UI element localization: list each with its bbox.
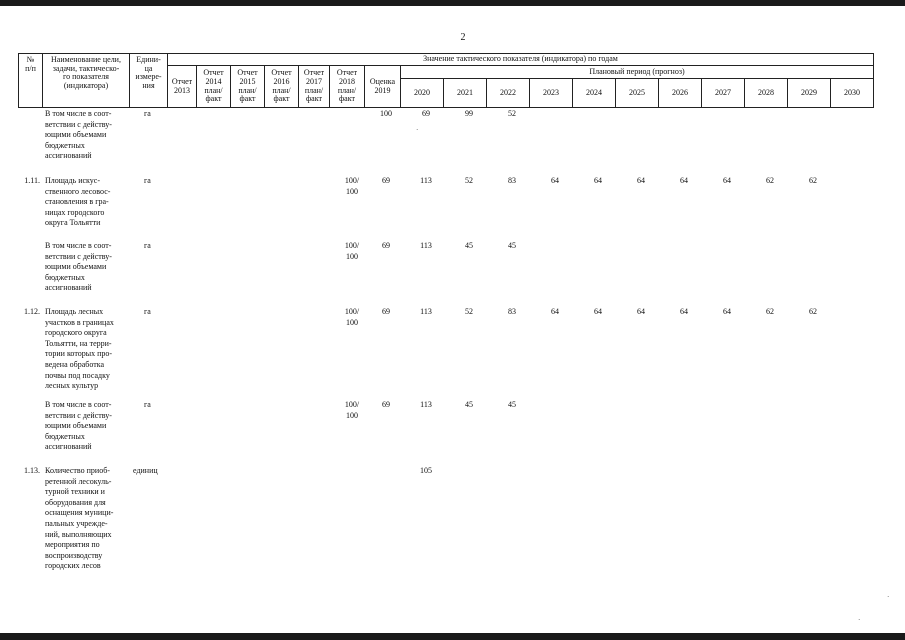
value-2023: 64 bbox=[551, 307, 559, 316]
unit: га bbox=[144, 400, 151, 409]
header-year: 2028 bbox=[745, 79, 788, 108]
value-2020: 105 bbox=[420, 466, 432, 475]
header-year: 2023 bbox=[530, 79, 573, 108]
value-2029: 62 bbox=[809, 176, 817, 185]
header-year: 2029 bbox=[788, 79, 831, 108]
value-2024: 64 bbox=[594, 176, 602, 185]
indicator-name: Площадь лесных участков в границах городского округа Тольятти, на терри- тории которых про- ведена обработка почвы под посадку лесных культур bbox=[45, 307, 114, 391]
header-report-2013: Отчет 2013 bbox=[168, 66, 197, 108]
value-2025: 64 bbox=[637, 176, 645, 185]
value-2020: 113 bbox=[420, 241, 432, 250]
scan-bottom-border bbox=[0, 633, 905, 640]
value-2021: 99 bbox=[465, 109, 473, 118]
indicator-name: В том числе в соот- ветствии с действу- ющими объемами бюджетных ассигнований bbox=[45, 241, 112, 293]
header-year: 2020 bbox=[401, 79, 444, 108]
header-values-by-year: Значение тактического показателя (индикатора) по годам bbox=[168, 54, 874, 66]
value-2020: 69 bbox=[422, 109, 430, 118]
value-2020: 113 bbox=[420, 307, 432, 316]
header-year: 2026 bbox=[659, 79, 702, 108]
value-2029: 62 bbox=[809, 307, 817, 316]
value-2026: 64 bbox=[680, 307, 688, 316]
value-2027: 64 bbox=[723, 176, 731, 185]
unit: га bbox=[144, 307, 151, 316]
value-2020: 113 bbox=[420, 400, 432, 409]
scan-speck: · bbox=[416, 126, 419, 134]
row-number: 1.13. bbox=[24, 466, 40, 475]
value-2022: 83 bbox=[508, 307, 516, 316]
header-year: 2025 bbox=[616, 79, 659, 108]
header-unit: Едини- ца измере- ния bbox=[130, 54, 168, 108]
unit: га bbox=[144, 176, 151, 185]
value-2019: 69 bbox=[382, 400, 390, 409]
value-2027: 64 bbox=[723, 307, 731, 316]
unit: га bbox=[144, 109, 151, 118]
header-year: 2027 bbox=[702, 79, 745, 108]
value-2019: 69 bbox=[382, 241, 390, 250]
value-2021: 45 bbox=[465, 400, 473, 409]
row-number: 1.11. bbox=[24, 176, 40, 185]
header-row-number: № п/п bbox=[19, 54, 43, 108]
value-2020: 113 bbox=[420, 176, 432, 185]
value-2022: 83 bbox=[508, 176, 516, 185]
page-number: 2 bbox=[460, 32, 466, 43]
value-2021: 52 bbox=[465, 176, 473, 185]
value-2021: 52 bbox=[465, 307, 473, 316]
scan-speck: · bbox=[858, 616, 861, 624]
value-2024: 64 bbox=[594, 307, 602, 316]
unit: га bbox=[144, 241, 151, 250]
value-2022: 45 bbox=[508, 241, 516, 250]
value-2018: 100/ 100 bbox=[344, 307, 360, 327]
value-2025: 64 bbox=[637, 307, 645, 316]
row-number: 1.12. bbox=[24, 307, 40, 316]
value-2023: 64 bbox=[551, 176, 559, 185]
header-report-2015: Отчет 2015 план/ факт bbox=[231, 66, 265, 108]
value-2028: 62 bbox=[766, 176, 774, 185]
value-2019: 100 bbox=[380, 109, 392, 118]
header-year: 2022 bbox=[487, 79, 530, 108]
value-2018: 100/ 100 bbox=[344, 400, 360, 420]
header-report-2016: Отчет 2016 план/ факт bbox=[265, 66, 299, 108]
value-2028: 62 bbox=[766, 307, 774, 316]
header-report-2017: Отчет 2017 план/ факт bbox=[299, 66, 330, 108]
value-2019: 69 bbox=[382, 307, 390, 316]
header-year: 2021 bbox=[444, 79, 487, 108]
header-planned-period: Плановый период (прогноз) bbox=[401, 66, 874, 79]
unit: единиц bbox=[133, 466, 158, 475]
indicator-name: В том числе в соот- ветствии с действу- ющими объемами бюджетных ассигнований bbox=[45, 109, 112, 161]
value-2021: 45 bbox=[465, 241, 473, 250]
value-2018: 100/ 100 bbox=[344, 241, 360, 261]
header-indicator-name: Наименование цели, задачи, тактическо- го показателя (индикатора) bbox=[43, 54, 130, 108]
value-2018: 100/ 100 bbox=[344, 176, 360, 196]
header-year: 2030 bbox=[831, 79, 874, 108]
indicator-name: Площадь искус- ственного лесовос- становления в гра- ницах городского округа Тольятти bbox=[45, 176, 111, 228]
value-2022: 45 bbox=[508, 400, 516, 409]
value-2026: 64 bbox=[680, 176, 688, 185]
indicator-name: Количество приоб- ретенной лесокуль- турной техники и оборудования для оснащения муници- пальных учрежде- ний, выполняющих мероприятия по воспроизводству городских лесов bbox=[45, 466, 114, 571]
value-2022: 52 bbox=[508, 109, 516, 118]
header-report-2014: Отчет 2014 план/ факт bbox=[197, 66, 231, 108]
header-year: 2024 bbox=[573, 79, 616, 108]
header-estimate-2019: Оценка 2019 bbox=[365, 66, 401, 108]
header-report-2018: Отчет 2018 план/ факт bbox=[330, 66, 365, 108]
scan-speck: · bbox=[887, 593, 890, 601]
value-2019: 69 bbox=[382, 176, 390, 185]
indicator-name: В том числе в соот- ветствии с действу- ющими объемами бюджетных ассигнований bbox=[45, 400, 112, 452]
